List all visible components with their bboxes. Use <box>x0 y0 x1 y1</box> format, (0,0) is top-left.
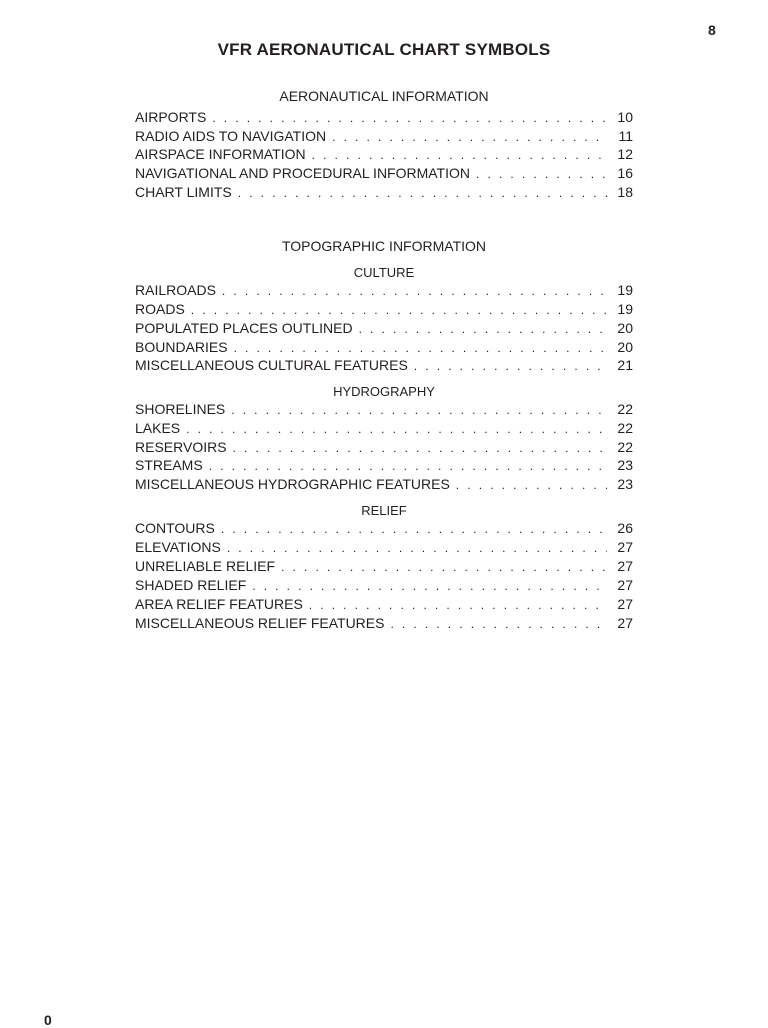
toc-entry-page: 27 <box>617 539 633 555</box>
toc-entry <box>135 519 633 538</box>
page-number: 8 <box>708 22 716 38</box>
toc-entry-label: CHART LIMITS <box>135 184 232 200</box>
toc-entry-page: 19 <box>617 301 633 317</box>
dot-leader <box>312 146 607 165</box>
toc-entry <box>135 595 633 614</box>
dot-leader <box>222 282 607 301</box>
toc-entry-label: BOUNDARIES <box>135 339 228 355</box>
toc-entry-page: 20 <box>617 339 633 355</box>
toc-entry-page: 16 <box>617 165 633 181</box>
subsection-heading-hydrography: HYDROGRAPHY <box>333 384 435 399</box>
dot-leader <box>414 357 607 376</box>
subsection-heading-culture: CULTURE <box>353 265 415 280</box>
toc-entry <box>135 576 633 595</box>
toc-entry <box>135 338 633 357</box>
toc-entry <box>135 419 633 438</box>
toc-entry <box>135 108 633 127</box>
toc-entry <box>135 400 633 419</box>
subsection-heading-relief: RELIEF <box>361 503 407 518</box>
toc-entry-page: 27 <box>617 596 633 612</box>
toc-entry-page: 22 <box>617 420 633 436</box>
toc-entry-page: 22 <box>617 401 633 417</box>
dot-leader <box>191 301 607 320</box>
toc-entry-page: 12 <box>617 146 633 162</box>
dot-leader <box>209 457 607 476</box>
dot-leader <box>221 520 607 539</box>
dot-leader <box>390 615 607 634</box>
toc-entry-label: MISCELLANEOUS HYDROGRAPHIC FEATURES <box>135 476 450 492</box>
dot-leader <box>227 539 607 558</box>
toc-entry-label: STREAMS <box>135 457 203 473</box>
toc-entry-page: 27 <box>617 577 633 593</box>
toc-entry-label: MISCELLANEOUS CULTURAL FEATURES <box>135 357 408 373</box>
toc-entry-label: ELEVATIONS <box>135 539 221 555</box>
toc-entry <box>135 356 633 375</box>
toc-entry-label: POPULATED PLACES OUTLINED <box>135 320 353 336</box>
dot-leader <box>456 476 607 495</box>
toc-entry-page: 19 <box>617 282 633 298</box>
toc-entry <box>135 538 633 557</box>
dot-leader <box>309 596 607 615</box>
toc-entry-page: 23 <box>617 457 633 473</box>
toc-entry <box>135 127 633 146</box>
toc-entry-label: AIRSPACE INFORMATION <box>135 146 306 162</box>
toc-entry-page: 11 <box>618 128 633 144</box>
dot-leader <box>252 577 607 596</box>
toc-entry-page: 23 <box>617 476 633 492</box>
toc-entry-page: 27 <box>617 558 633 574</box>
toc-entry <box>135 145 633 164</box>
toc-entry <box>135 438 633 457</box>
toc-entry-label: NAVIGATIONAL AND PROCEDURAL INFORMATION <box>135 165 471 181</box>
toc-entry-label: CONTOURS <box>135 520 215 536</box>
toc-entry-label: LAKES <box>135 420 181 436</box>
toc-entry-page: 10 <box>617 109 633 125</box>
toc-entry-page: 22 <box>617 439 633 455</box>
toc-entry <box>135 164 633 183</box>
toc-entry-label: SHORELINES <box>135 401 226 417</box>
toc-entry-label: RESERVOIRS <box>135 439 227 455</box>
toc-entry-label: RAILROADS <box>135 282 216 298</box>
toc-entry <box>135 281 633 300</box>
section-heading-topographic: TOPOGRAPHIC INFORMATION <box>281 238 487 254</box>
toc-entry-label: AREA RELIEF FEATURES <box>135 596 303 612</box>
toc-entry <box>135 557 633 576</box>
toc-entry <box>135 475 633 494</box>
dot-leader <box>231 401 607 420</box>
toc-entry <box>135 456 633 475</box>
page-title: VFR AERONAUTICAL CHART SYMBOLS <box>217 40 551 59</box>
section-heading-aeronautical: AERONAUTICAL INFORMATION <box>279 88 489 104</box>
toc-entry-page: 21 <box>617 357 633 373</box>
toc-entry-page: 18 <box>617 184 633 200</box>
dot-leader <box>359 320 607 339</box>
toc-entry-label: AIRPORTS <box>135 109 207 125</box>
toc-entry-label: SHADED RELIEF <box>135 577 247 593</box>
toc-entry-label: UNRELIABLE RELIEF <box>135 558 276 574</box>
dot-leader <box>212 109 607 128</box>
toc-entry-label: RADIO AIDS TO NAVIGATION <box>135 128 327 144</box>
toc-entry-page: 27 <box>617 615 633 631</box>
toc-entry-page: 20 <box>617 320 633 336</box>
dot-leader <box>281 558 607 577</box>
toc-entry <box>135 183 633 202</box>
dot-leader <box>476 165 607 184</box>
toc-entry <box>135 614 633 633</box>
toc-entry-page: 26 <box>617 520 633 536</box>
toc-entry <box>135 319 633 338</box>
toc-entry <box>135 300 633 319</box>
toc-entry-label: MISCELLANEOUS RELIEF FEATURES <box>135 615 385 631</box>
dot-leader <box>186 420 607 439</box>
footer-page-number: 0 <box>44 1012 52 1028</box>
toc-entry-label: ROADS <box>135 301 185 317</box>
dot-leader <box>238 184 607 203</box>
